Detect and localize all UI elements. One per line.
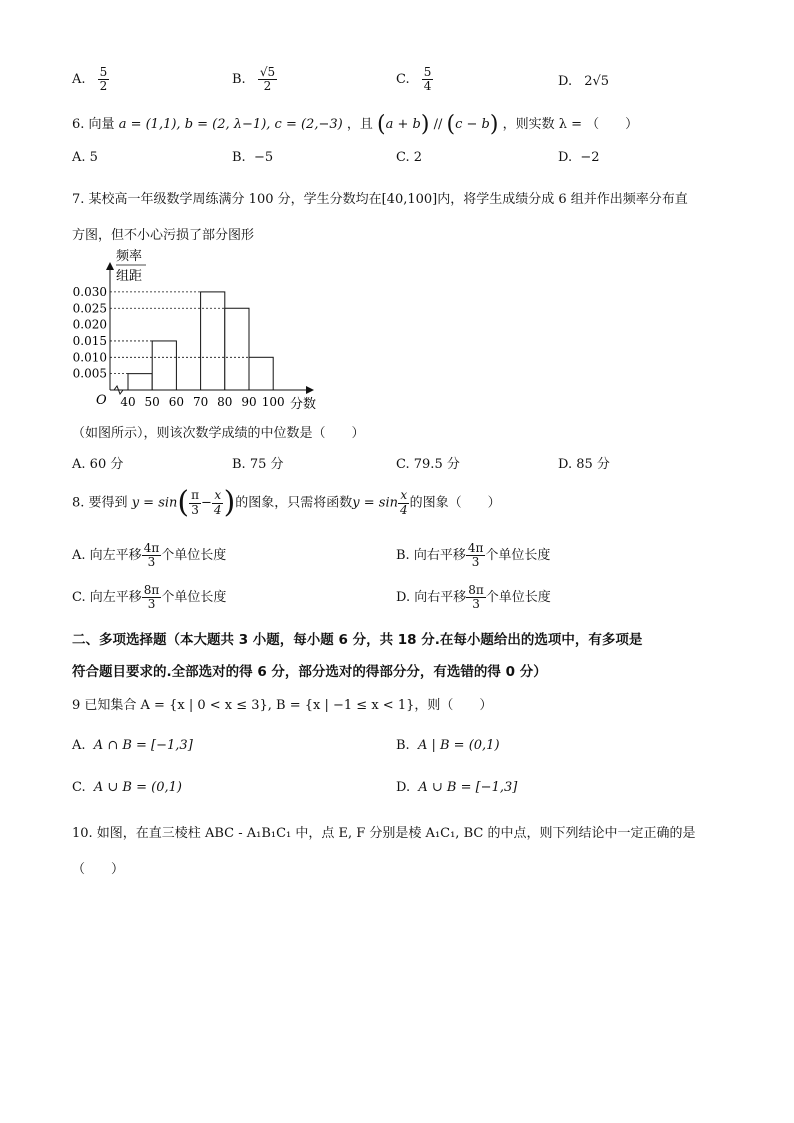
q6-option-c: C. 2 xyxy=(396,150,423,165)
q10-stem-line1: 10. 如图，在直三棱柱 ABC - A₁B₁C₁ 中，点 E, F 分别是棱 A₁C₁, BC 的中点，则下列结论中一定正确的是 xyxy=(72,826,696,841)
q7-stem-line3: （如图所示），则该次数学成绩的中位数是（ ） xyxy=(72,426,365,441)
q7-option-b: B. 75 分 xyxy=(232,457,284,472)
x-tick-label: 90 xyxy=(241,395,257,409)
histogram-bar xyxy=(201,292,225,390)
y-tick-label: 0.010 xyxy=(72,350,107,365)
frequency-histogram xyxy=(60,246,340,416)
origin-label: O xyxy=(96,393,107,408)
q9-option-c: C. A ∪ B = (0,1) xyxy=(72,780,182,795)
q9-option-b: B. A | B = (0,1) xyxy=(396,738,500,753)
section2-heading-line2: 符合题目要求的.全部选对的得 6 分，部分选对的得部分分，有选错的得 0 分） xyxy=(72,664,547,680)
q6-option-d: D. −2 xyxy=(558,150,600,165)
histogram-bar xyxy=(249,357,273,390)
q7-option-c: C. 79.5 分 xyxy=(396,457,460,472)
q6-option-a: A. 5 xyxy=(72,150,98,165)
histogram-bar xyxy=(128,374,152,390)
histogram-bar xyxy=(225,308,249,390)
q10-stem-line2: （ ） xyxy=(72,862,125,877)
x-axis-label: 分数 xyxy=(290,397,317,412)
q5-option-c: C. $\frac{5}{4}$ xyxy=(396,65,432,94)
y-axis-label-top: 频率 xyxy=(116,249,143,264)
q7-option-a: A. 60 分 xyxy=(72,457,124,472)
q5-option-a-fraction: $\frac{5}{2}$ xyxy=(99,65,108,94)
q7-stem-line2: 方图，但不小心污损了部分图形 xyxy=(72,228,255,243)
y-tick-label: 0.025 xyxy=(72,301,107,316)
y-tick-label: 0.015 xyxy=(72,333,107,348)
x-tick-label: 80 xyxy=(217,395,233,409)
q7-option-d: D. 85 分 xyxy=(558,457,610,472)
x-tick-label: 60 xyxy=(168,395,185,409)
q6-option-b: B. −5 xyxy=(232,150,274,165)
y-tick-label: 0.005 xyxy=(72,366,107,381)
histogram-bar xyxy=(152,341,176,390)
q8-option-a: A. 向左平移 $\frac{4\pi}{3}$ 个单位长度 xyxy=(72,541,227,570)
q8-stem: 8. 要得到 y = sin( $\frac{\pi}{3}$ − $\frac{x}{4}$ )的图象，只需将函数y = sin $\frac{x}{4}$ 的图象（ ） xyxy=(72,485,501,520)
q7-stem-line1: 7. 某校高一年级数学周练满分 100 分，学生分数均在[40,100]内，将学生成绩分成 6 组并作出频率分布直 xyxy=(72,192,688,207)
y-axis-label-bottom: 组距 xyxy=(116,269,143,284)
q9-option-a: A. A ∩ B = [−1,3] xyxy=(72,738,193,753)
q5-option-b-fraction: $\frac{√5}{2}$ xyxy=(259,65,276,94)
q9-stem: 9 已知集合 A = {x | 0 < x ≤ 3}, B = {x | −1 ≤ x < 1}，则（ ） xyxy=(72,698,493,713)
q9-option-d: D. A ∪ B = [−1,3] xyxy=(396,780,518,795)
q6-stem: 6. 向量 a = (1,1), b = (2, λ−1), c = (2,−3) ，且 (a + b) // (c − b) ，则实数 λ = （ ） xyxy=(72,112,639,137)
x-tick-label: 50 xyxy=(144,395,160,409)
q8-option-c: C. 向左平移 $\frac{8\pi}{3}$ 个单位长度 xyxy=(72,583,227,612)
x-tick-label: 100 xyxy=(261,395,285,409)
section2-heading-line1: 二、多项选择题（本大题共 3 小题，每小题 6 分，共 18 分.在每小题给出的选项中，有多项是 xyxy=(72,632,643,648)
x-tick-label: 70 xyxy=(192,395,209,409)
q5-option-c-fraction: $\frac{5}{4}$ xyxy=(423,65,432,94)
q5-option-d: D. 2√5 xyxy=(558,74,610,89)
y-tick-label: 0.030 xyxy=(72,284,107,299)
q5-option-b: B. $\frac{√5}{2}$ xyxy=(232,65,276,94)
q8-option-d: D. 向右平移 $\frac{8\pi}{3}$ 个单位长度 xyxy=(396,583,551,612)
x-tick-label: 40 xyxy=(120,395,136,409)
q8-option-b: B. 向右平移 $\frac{4\pi}{3}$ 个单位长度 xyxy=(396,541,551,570)
q5-option-a: A. $\frac{5}{2}$ xyxy=(72,65,108,94)
y-tick-label: 0.020 xyxy=(72,317,107,332)
